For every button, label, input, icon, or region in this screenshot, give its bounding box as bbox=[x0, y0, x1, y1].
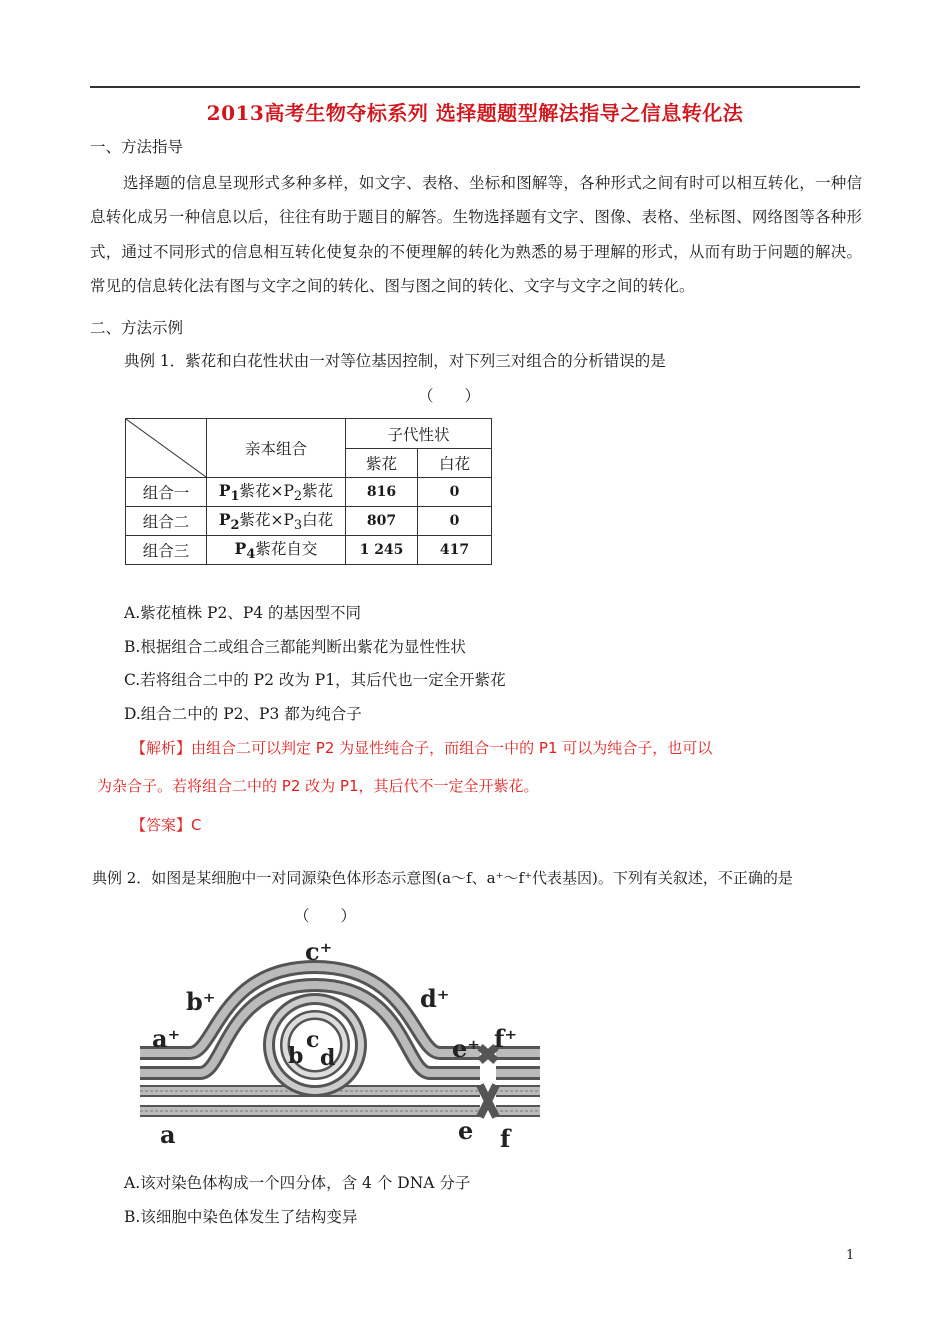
section1-heading: 一、方法指导 bbox=[90, 138, 184, 156]
label-c-plus: c⁺ bbox=[305, 937, 333, 966]
example1-analysis-line1: 【解析】由组合二可以判定 P2 为显性纯合子，而组合一中的 P1 可以为纯合子，也可以 bbox=[131, 739, 713, 757]
table-diagonal-cell bbox=[126, 419, 207, 478]
example1-question: 典例 1．紫花和白花性状由一对等位基因控制，对下列三对组合的分析错误的是 bbox=[124, 352, 666, 370]
label-f: f bbox=[500, 1124, 511, 1153]
section1-paragraph: 选择题的信息呈现形式多种多样，如文字、表格、坐标和图解等，各种形式之间有时可以相互转化，一种信息转化成另一种信息以后，往往有助于题目的解答。生物选择题有文字、图像、表格、坐标图、网络图等各种形式，通过不同形式的信息相互转化使复杂的不便理解的转化为熟悉的易于理解的形式，从而有助于问题的解决。常见的信息转化法有图与文字之间的转化、图与图之间的转化、文字与文字之间的转化。 bbox=[90, 174, 862, 295]
label-d: d bbox=[320, 1045, 336, 1071]
example1-answer: 【答案】C bbox=[131, 816, 202, 834]
table-row bbox=[126, 536, 492, 565]
table-row bbox=[126, 507, 492, 536]
row-purple: 1 245 bbox=[346, 536, 418, 565]
row-white: 0 bbox=[418, 478, 492, 507]
page-number: 1 bbox=[846, 1248, 855, 1263]
header-parent: 亲本组合 bbox=[207, 419, 346, 478]
example2-question: 典例 2．如图是某细胞中一对同源染色体形态示意图(a～f、a⁺～f⁺代表基因)。下列有关叙述，不正确的是 bbox=[92, 869, 793, 887]
row-purple: 816 bbox=[346, 478, 418, 507]
header-offspring: 子代性状 bbox=[346, 419, 492, 449]
row-purple: 807 bbox=[346, 507, 418, 536]
example1-option-d: D.组合二中的 P2、P3 都为纯合子 bbox=[124, 705, 362, 723]
label-f-plus: f⁺ bbox=[494, 1024, 517, 1053]
example2-option-a: A.该对染色体构成一个四分体，含 4 个 DNA 分子 bbox=[124, 1174, 471, 1192]
row-name: 组合一 bbox=[126, 478, 207, 507]
header-white: 白花 bbox=[418, 449, 492, 478]
example1-option-a: A.紫花植株 P2、P4 的基因型不同 bbox=[124, 604, 362, 622]
results-table bbox=[125, 418, 492, 565]
example2-blank: （ ） bbox=[294, 907, 357, 925]
row-parents: $P_1$紫花$\times P_2$紫花 bbox=[207, 478, 346, 507]
label-a-plus: a⁺ bbox=[152, 1024, 181, 1053]
page-title: 2013高考生物夺标系列 选择题题型解法指导之信息转化法 bbox=[206, 101, 744, 125]
example1-blank: （ ） bbox=[418, 387, 481, 405]
label-b-plus: b⁺ bbox=[186, 987, 216, 1016]
row-white: 417 bbox=[418, 536, 492, 565]
row-name: 组合三 bbox=[126, 536, 207, 565]
table-row bbox=[126, 478, 492, 507]
label-a: a bbox=[160, 1120, 176, 1149]
example2-option-b: B.该细胞中染色体发生了结构变异 bbox=[124, 1208, 358, 1226]
label-b: b bbox=[288, 1043, 304, 1069]
example1-option-b: B.根据组合二或组合三都能判断出紫花为显性性状 bbox=[124, 638, 466, 656]
row-parents: $P_4$紫花自交 bbox=[207, 536, 346, 565]
section2-heading: 二、方法示例 bbox=[90, 319, 184, 337]
label-c: c bbox=[306, 1027, 320, 1053]
label-e-plus: e⁺ bbox=[452, 1034, 480, 1063]
example1-analysis-line2: 为杂合子。若将组合二中的 P2 改为 P1，其后代不一定全开紫花。 bbox=[97, 777, 539, 795]
row-name: 组合二 bbox=[126, 507, 207, 536]
row-parents: $P_2$紫花$\times P_3$白花 bbox=[207, 507, 346, 536]
header-purple: 紫花 bbox=[346, 449, 418, 478]
row-white: 0 bbox=[418, 507, 492, 536]
label-e: e bbox=[458, 1116, 474, 1145]
label-d-plus: d⁺ bbox=[420, 984, 450, 1013]
diagonal-line bbox=[126, 419, 206, 477]
centromere bbox=[480, 1045, 496, 1119]
top-rule bbox=[90, 86, 860, 88]
example1-option-c: C.若将组合二中的 P2 改为 P1，其后代也一定全开紫花 bbox=[124, 671, 506, 689]
chromosome-figure bbox=[140, 935, 550, 1155]
